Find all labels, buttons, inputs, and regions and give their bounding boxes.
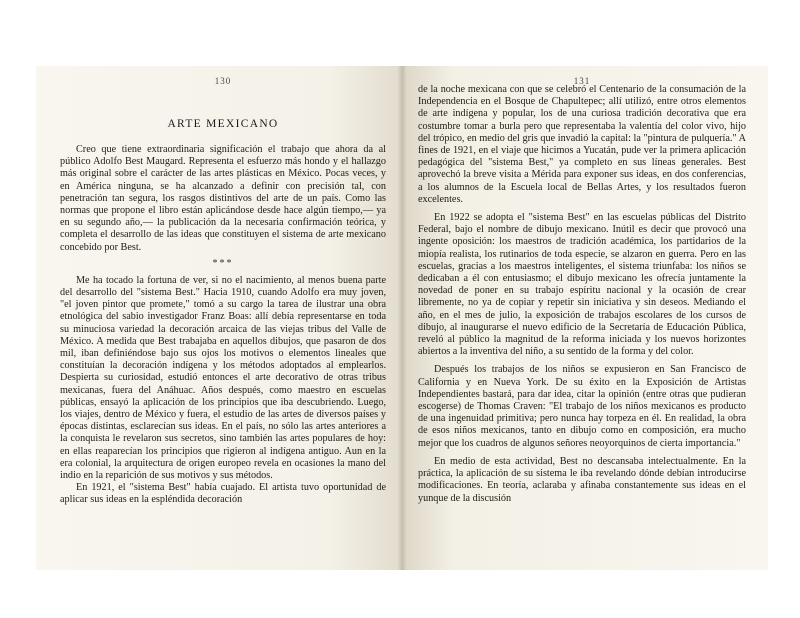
- right-paragraph-3: Después los trabajos de los niños se expusieron en San Francisco de California y en Nueva York. De su éxito en la Exposición de Artistas Independientes bastará, para dar idea, citar la opinión (entre otras que pudieran escogerse) de Thomas Craven: "El trabajo de los niños mexicanos es producto de una ingenuidad primitiva; pero nunca hay torpeza en él. En realidad, la obra de esos niños mexicanos, tanto en dibujo como en composición, era mucho mejor que los cuadros de algunos señores neoyorquinos de cierta importancia.": [418, 364, 746, 449]
- page-number-right: 131: [573, 76, 591, 86]
- left-page: [36, 66, 402, 570]
- right-paragraph-2: En 1922 se adopta el "sistema Best" en las escuelas públicas del Distrito Federal, bajo el nombre de dibujo mexicano. Inútil es decir que provocó una ingente oposición: los maestros de tradición académica, los partidarios de la miopía realista, los rutinarios de toda especie, se alzaron en guerra. Pero en las escuelas, gracias a los maestros inteligentes, el sistema triunfaba: los niños se dedicaban a él con entusiasmo; el dibujo mexicano les ofrecía juntamente la novedad de poner en su trabajo espíritu nacional y la ocasión de crear libremente, no ya de copiar y repetir sin iniciativa y sin deseos. Mediando el año, en el mes de julio, la exposición de trabajos escolares de los cursos de dibujo, al inaugurarse el nuevo edificio de la Secretaría de Educación Pública, reveló al público la magnitud de la reforma iniciada y los nuevos horizontes abiertos a la inventiva del niño, a su sentido de la forma y del color.: [418, 212, 746, 358]
- section-separator: ***: [212, 257, 234, 269]
- right-paragraph-1: de la noche mexicana con que se celebró el Centenario de la consumación de la Independencia en el Bosque de Chapultepec; allí utilizó, entre otros elementos de arte indígena y popular, los de una curiosa tradición decorativa que era costumbre tomar a burla pero que representaba la valentía del color vivo, hijo del trópico, en medio del gris que invadió la capital: la "pintura de pulquería." A fines de 1921, en el viaje que hicimos a Yucatán, pude ver la primera aplicación pedagógica del "sistema Best," ya completo en sus líneas generales. Best aprovechó la breve visita a Mérida para exponer sus ideas, en dos conferencias, a los alumnos de la Escuela local de Bellas Artes, y los resultados fueron excelentes.: [418, 84, 746, 205]
- chapter-title: ARTE MEXICANO: [167, 118, 279, 130]
- book-gutter: [398, 66, 406, 570]
- left-paragraph-2: Me ha tocado la fortuna de ver, si no el nacimiento, al menos buena parte del desarrollo del "sistema Best." Hacia 1910, cuando Adolfo era muy joven, "el joven pintor que promete," tomó a su cargo la tarea de ilustrar una obra etnológica del sabio investigador Franz Boas: allí debía representarse en toda su minuciosa variedad la decoración arcaica de las viejas tribus del Valle de México. A medida que Best trabajaba en aquellos dibujos, que pasaron de dos mil, iban definiéndose bajo sus ojos los motivos o elementos lineales que constituían la decoración indígena y los métodos adoptados al emplearlos. Despierta su curiosidad, estudió entonces el arte decorativo de otras tribus mexicanas, fuera del Anáhuac. Años después, como maestro en escuelas públicas, ensayó la aplicación de los principios que iba descubriendo. Luego, los viajes, dentro de México y fuera, el estudio de las artes de diversos países y épocas distintas, esclarecían sus ideas. En el país, no sólo las artes anteriores a la conquista le revelaron sus secretos, sino también las artes populares de hoy: en ellas reaparecían los principios que rigieron al indígena antiguo. Aun en la era colonial, la arquitectura de origen europeo revela en ocasiones la mano del indio en la reparición de sus motivos y sus métodos.: [60, 274, 386, 482]
- page-number-left: 130: [214, 76, 232, 86]
- left-paragraph-1: Creo que tiene extraordinaria significación el trabajo que ahora da al público Adolfo Best Maugard. Representa el esfuerzo más hondo y el hallazgo más original sobre el carácter de las artes plásticas en México. Pocas veces, y en América ninguna, se ha alcanzado a definir con precisión tal, con penetración tan segura, los rasgos distintivos del arte de un país. Como las normas que propone el libro están aplicándose desde hace algún tiempo,— ya en su segundo año,— la publicación da la necesaria confirmación teórica, y completa el desarrollo de las ideas que constituyen el sistema de arte mexicano concebido por Best.: [60, 144, 386, 253]
- left-paragraph-3: En 1921, el "sistema Best" había cuajado. El artista tuvo oportunidad de aplicar sus ideas en la espléndida decoración: [60, 482, 386, 506]
- book-spread: [36, 66, 768, 570]
- right-paragraph-4: En medio de esta actividad, Best no descansaba intelectualmente. En la práctica, la aplicación de su sistema le iba revelando dónde debían introducirse modificaciones. En teoría, aclaraba y afinaba constantemente sus ideas en el yunque de la discusión: [418, 455, 746, 504]
- right-page: [402, 66, 768, 570]
